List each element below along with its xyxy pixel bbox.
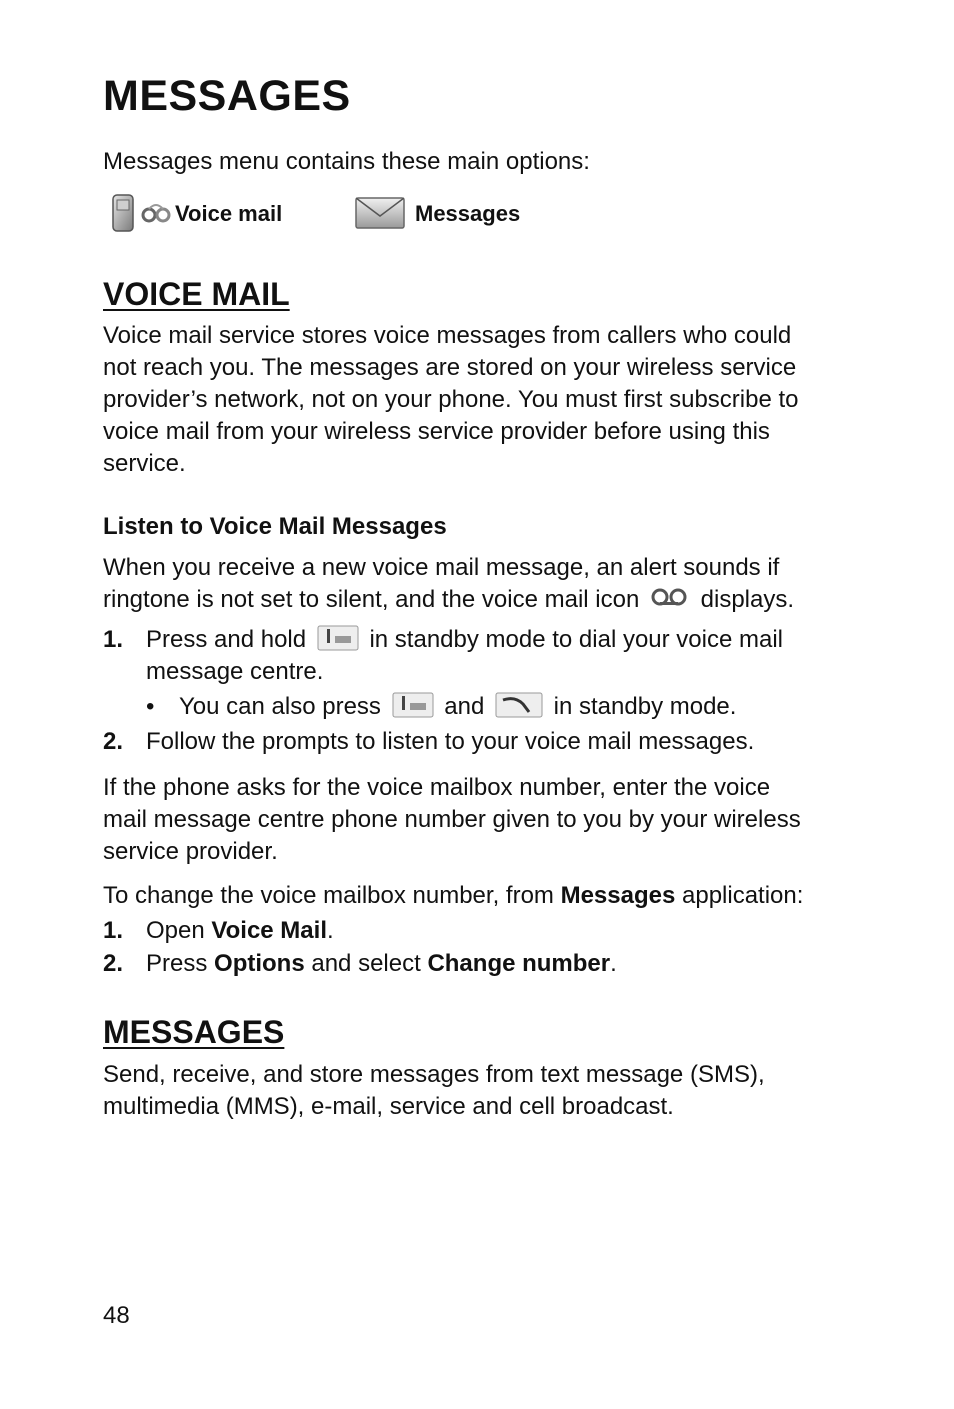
step-text-part: and select [311, 950, 421, 977]
page-title: MESSAGES [103, 72, 351, 120]
step-text-cont: message centre. [146, 658, 324, 685]
step-text-part: Press [146, 950, 208, 977]
step-text [146, 624, 863, 656]
voicemail-status-icon [650, 586, 690, 618]
envelope-icon [353, 189, 409, 239]
change-intro-part: To change the voice mailbox number, from [103, 882, 554, 909]
voice-mail-line: not reach you. The messages are stored on your wireless service [103, 354, 797, 381]
voice-mail-line: Voice mail service stores voice messages from callers who could [103, 322, 792, 349]
step-text-part: in standby mode to dial your voice mail [369, 626, 783, 653]
change-intro-bold: Messages [560, 882, 676, 909]
voice-mail-line: voice mail from your wireless service provider before using this [103, 418, 770, 445]
page-number: 48 [103, 1302, 130, 1329]
listen-heading: Listen to Voice Mail Messages [103, 513, 447, 540]
voicemail-phone-icon [109, 187, 173, 241]
step-number: 1. [103, 917, 124, 944]
option-messages[interactable] [353, 190, 520, 238]
send-key-icon [495, 692, 543, 718]
step-text-part: . [610, 950, 617, 977]
bullet-text [179, 691, 866, 723]
bullet-text-part: and [444, 693, 485, 720]
change-intro-part: application: [682, 882, 804, 909]
step-text [146, 948, 863, 980]
mailbox-line: If the phone asks for the voice mailbox number, enter the voice [103, 774, 771, 801]
mailbox-paragraph [103, 772, 863, 868]
messages-description [103, 1059, 863, 1123]
bullet-dot: • [146, 693, 155, 720]
listen-line-text: displays. [700, 586, 795, 613]
bullet-text-part: You can also press [179, 693, 381, 720]
option-messages-label: Messages [415, 201, 521, 226]
menu-options [103, 190, 803, 240]
mailbox-line: service provider. [103, 838, 278, 865]
change-step-2 [103, 948, 863, 980]
messages-heading: MESSAGES [103, 1014, 285, 1050]
step-text [146, 915, 863, 947]
key-1-icon [392, 692, 434, 718]
messages-line: Send, receive, and store messages from text message (SMS), [103, 1061, 765, 1088]
voice-mail-line: provider’s network, not on your phone. You must first subscribe to [103, 386, 799, 413]
messages-line: multimedia (MMS), e-mail, service and cell broadcast. [103, 1093, 674, 1120]
step-number: 2. [103, 728, 124, 755]
step-text: Follow the prompts to listen to your voice mail messages. [146, 728, 755, 755]
key-1-voicemail-icon [317, 625, 359, 651]
step-text-bold: Options [214, 950, 305, 977]
listen-line: When you receive a new voice mail message, an alert sounds if [103, 554, 780, 581]
step-text-part: Open [146, 917, 205, 944]
intro-text: Messages menu contains these main options: [103, 148, 590, 175]
step-text-bold: Voice Mail [211, 917, 327, 944]
step-number: 1. [103, 626, 124, 653]
option-voice-mail[interactable] [109, 190, 282, 238]
listen-step-1 [103, 624, 863, 688]
mailbox-line: mail message centre phone number given to you by your wireless [103, 806, 801, 833]
option-voice-mail-label: Voice mail [175, 201, 283, 226]
voice-mail-description [103, 320, 863, 480]
listen-step-2 [103, 726, 863, 758]
voice-mail-line: service. [103, 450, 186, 477]
voice-mail-heading: VOICE MAIL [103, 276, 290, 312]
step-text-part: Press and hold [146, 626, 307, 653]
listen-description [103, 552, 863, 618]
step-text-part: . [326, 917, 334, 944]
listen-bullet [146, 691, 866, 723]
change-intro [103, 880, 873, 912]
step-number: 2. [103, 950, 124, 977]
listen-line [103, 584, 863, 618]
bullet-text-part: in standby mode. [553, 693, 737, 720]
listen-line-text: ringtone is not set to silent, and the voice mail icon [103, 586, 640, 613]
step-text-bold: Change number [427, 950, 611, 977]
change-step-1 [103, 915, 863, 947]
